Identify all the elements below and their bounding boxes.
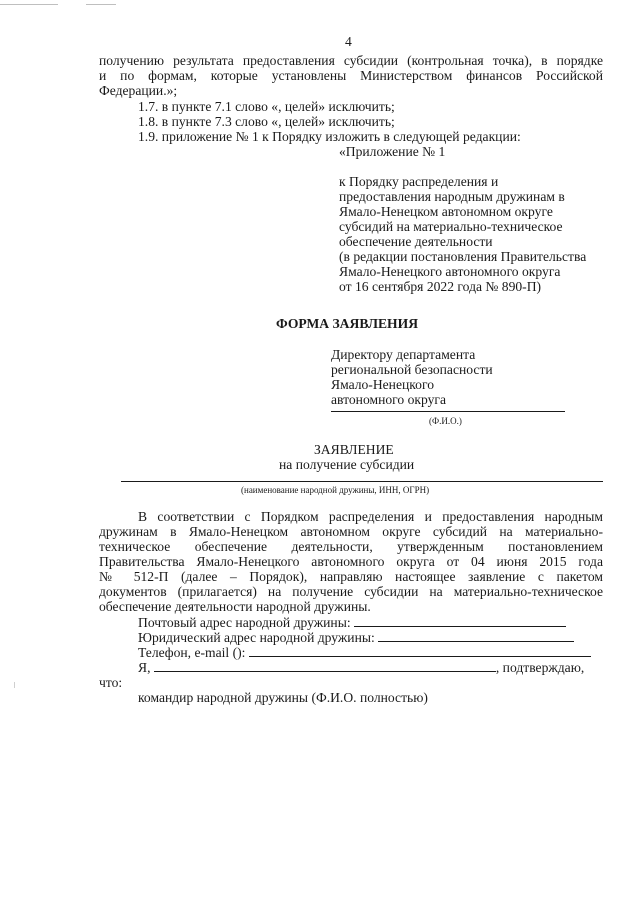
appendix-line: Ямало-Ненецком автономном округе	[339, 204, 553, 219]
body-line: документов (прилагается) на получение субсидии на материально-техническое	[99, 584, 603, 599]
appendix-line: предоставления народным дружинам в	[339, 189, 565, 204]
field-legal-label: Юридический адрес народной дружины:	[138, 630, 375, 645]
list-item: 1.8. в пункте 7.3 слово «, целей» исключить;	[138, 114, 395, 129]
page-number: 4	[345, 34, 352, 49]
appendix-line: субсидий на материально-техническое	[339, 219, 563, 234]
intro-line: и по формам, которые установлены Министерством финансов Российской	[99, 68, 603, 83]
appendix-line: к Порядку распределения и	[339, 174, 499, 189]
scan-mark	[86, 4, 116, 5]
body-line: В соответствии с Порядком распределения и предоставления народным	[138, 509, 603, 524]
scan-mark	[0, 4, 58, 5]
fio-signature-line	[331, 411, 565, 412]
body-line: техническое обеспечение деятельности, утвержденным постановлением	[99, 539, 603, 554]
body-line: № 512-П (далее – Порядок), направляю настоящее заявление с пакетом	[99, 569, 603, 584]
field-postal	[138, 615, 566, 630]
addressee-line: Ямало-Ненецкого	[331, 377, 435, 392]
statement-subtitle: на получение субсидии	[279, 457, 415, 472]
scan-mark	[14, 682, 15, 688]
form-title: ФОРМА ЗАЯВЛЕНИЯ	[276, 316, 419, 331]
field-confirm-prefix: Я,	[138, 660, 151, 675]
field-confirm	[138, 660, 584, 675]
field-legal-input[interactable]	[378, 630, 574, 642]
field-phone-input[interactable]	[249, 645, 591, 657]
field-postal-input[interactable]	[354, 615, 566, 627]
list-item: 1.7. в пункте 7.1 слово «, целей» исключить;	[138, 99, 395, 114]
commander-line: командир народной дружины (Ф.И.О. полностью)	[138, 690, 428, 705]
body-line: обеспечение деятельности народной дружины.	[99, 599, 371, 614]
body-line: дружинам в Ямало-Ненецком автономном округе субсидий на материально-	[99, 524, 603, 539]
field-postal-label: Почтовый адрес народной дружины:	[138, 615, 351, 630]
fio-caption: (Ф.И.О.)	[429, 416, 462, 426]
body-line: Правительства Ямало-Ненецкого автономного округа от 04 июня 2015 года	[99, 554, 603, 569]
appendix-title: «Приложение № 1	[339, 144, 446, 159]
org-caption: (наименование народной дружины, ИНН, ОГРН)	[241, 485, 430, 495]
field-legal	[138, 630, 574, 645]
appendix-line: Ямало-Ненецкого автономного округа	[339, 264, 561, 279]
field-phone	[138, 645, 591, 660]
intro-line: Федерации.»;	[99, 83, 178, 98]
addressee-line: автономного округа	[331, 392, 447, 407]
org-name-line	[121, 481, 603, 482]
field-confirm-suffix: , подтверждаю,	[495, 660, 585, 675]
addressee-line: Директору департамента	[331, 347, 476, 362]
field-confirm-input[interactable]	[154, 660, 496, 672]
appendix-line: (в редакции постановления Правительства	[339, 249, 587, 264]
field-phone-label: Телефон, e-mail ():	[138, 645, 246, 660]
appendix-line: от 16 сентября 2022 года № 890-П)	[339, 279, 542, 294]
list-item: 1.9. приложение № 1 к Порядку изложить в следующей редакции:	[138, 129, 521, 144]
addressee-line: региональной безопасности	[331, 362, 493, 377]
statement-title: ЗАЯВЛЕНИЕ	[314, 442, 394, 457]
appendix-line: обеспечение деятельности	[339, 234, 493, 249]
intro-line: получению результата предоставления субсидии (контрольная точка), в порядке	[99, 53, 603, 68]
that-word: что:	[99, 675, 123, 690]
